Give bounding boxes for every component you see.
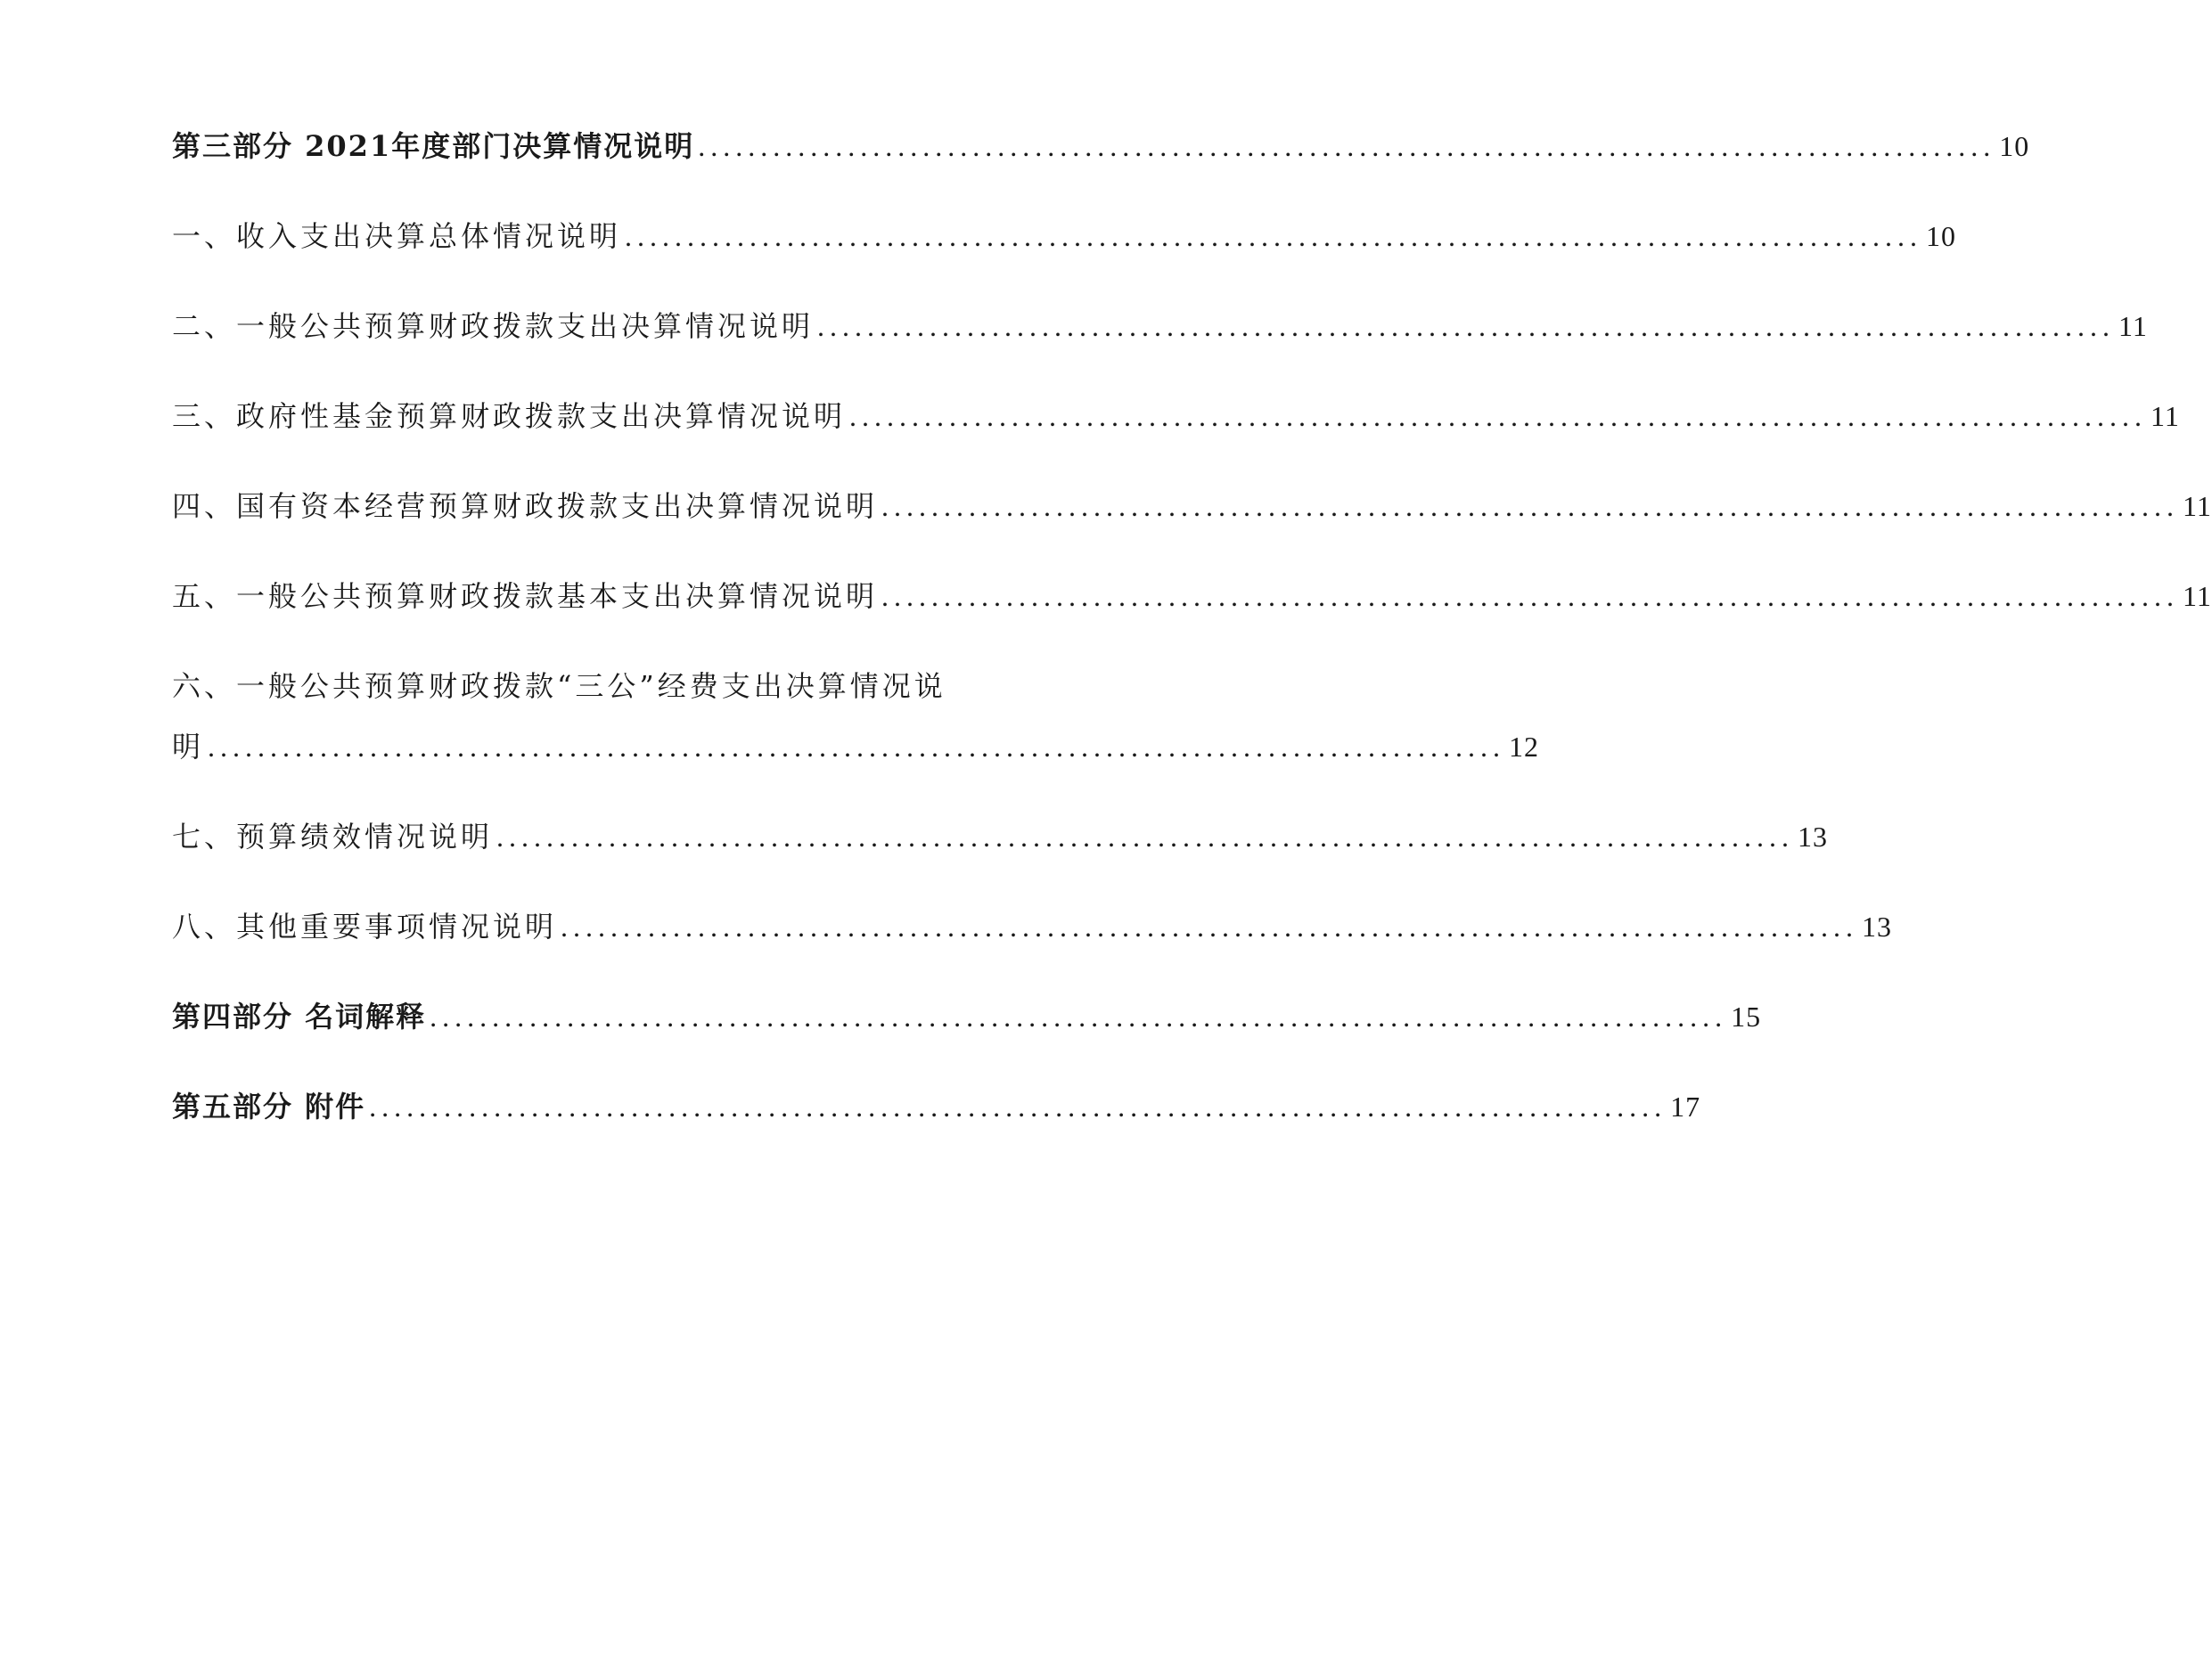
dot-leader: ........................................................................................................ (496, 821, 1795, 853)
toc-page-number: 11 (2151, 400, 2180, 432)
toc-entry-title: 一、收入支出决算总体情况说明 (172, 219, 622, 253)
toc-page-number: 10 (1999, 130, 2030, 162)
toc-entry-section-5[interactable] (172, 566, 2212, 626)
dot-leader: ........................................................................................................ (881, 580, 2180, 612)
toc-entry-section-1[interactable] (172, 206, 1957, 266)
dot-leader: ........................................................................................................ (698, 130, 1996, 162)
dot-leader: ........................................................................................................ (625, 220, 1923, 252)
toc-entry-title-line2: 明 (172, 730, 205, 764)
toc-entry-title: 四、国有资本经营预算财政拨款支出决算情况说明 (172, 489, 879, 523)
dot-leader: ........................................................................................................ (208, 731, 1506, 763)
toc-entry-section-2[interactable] (172, 296, 2148, 356)
toc-entry-section-6[interactable] (172, 656, 1540, 777)
table-of-contents (172, 116, 2212, 1166)
toc-page-number: 13 (1862, 911, 1893, 943)
dot-leader: ........................................................................................................ (849, 400, 2148, 432)
dot-leader: ........................................................................................................ (881, 490, 2180, 522)
toc-entry-title: 第五部分 附件 (172, 1090, 366, 1124)
dot-leader: ........................................................................................................ (369, 1091, 1667, 1123)
toc-entry-title-line1: 六、一般公共预算财政拨款“三公”经费支出决算情况说 (172, 669, 946, 703)
toc-page-number: 15 (1731, 1001, 1762, 1033)
toc-page-number: 13 (1798, 821, 1829, 853)
toc-entry-title: 第三部分 2021年度部门决算情况说明 (172, 129, 695, 163)
toc-page-number: 12 (1509, 731, 1540, 763)
toc-entry-section-4[interactable] (172, 476, 2212, 536)
toc-entry-title: 二、一般公共预算财政拨款支出决算情况说明 (172, 309, 815, 343)
toc-page-number: 11 (2183, 490, 2212, 522)
toc-page-number: 11 (2183, 580, 2212, 612)
toc-page-number: 17 (1670, 1091, 1701, 1123)
toc-entry-part-four[interactable] (172, 986, 1762, 1047)
toc-entry-part-five[interactable] (172, 1076, 1701, 1137)
toc-entry-part-three[interactable] (172, 116, 2030, 176)
dot-leader: ........................................................................................................ (561, 911, 1859, 943)
toc-entry-section-8[interactable] (172, 896, 1893, 957)
toc-entry-title: 三、政府性基金预算财政拨款支出决算情况说明 (172, 399, 847, 433)
toc-entry-title: 五、一般公共预算财政拨款基本支出决算情况说明 (172, 579, 879, 613)
dot-leader: ........................................................................................................ (817, 310, 2116, 342)
toc-page-number: 10 (1926, 220, 1957, 252)
toc-page-number: 11 (2118, 310, 2148, 342)
toc-entry-section-3[interactable] (172, 386, 2180, 446)
dot-leader: ........................................................................................................ (430, 1001, 1728, 1033)
toc-entry-title: 第四部分 名词解释 (172, 1000, 427, 1034)
toc-entry-section-7[interactable] (172, 806, 1829, 867)
toc-entry-title: 七、预算绩效情况说明 (172, 820, 494, 854)
toc-entry-title: 八、其他重要事项情况说明 (172, 910, 558, 944)
